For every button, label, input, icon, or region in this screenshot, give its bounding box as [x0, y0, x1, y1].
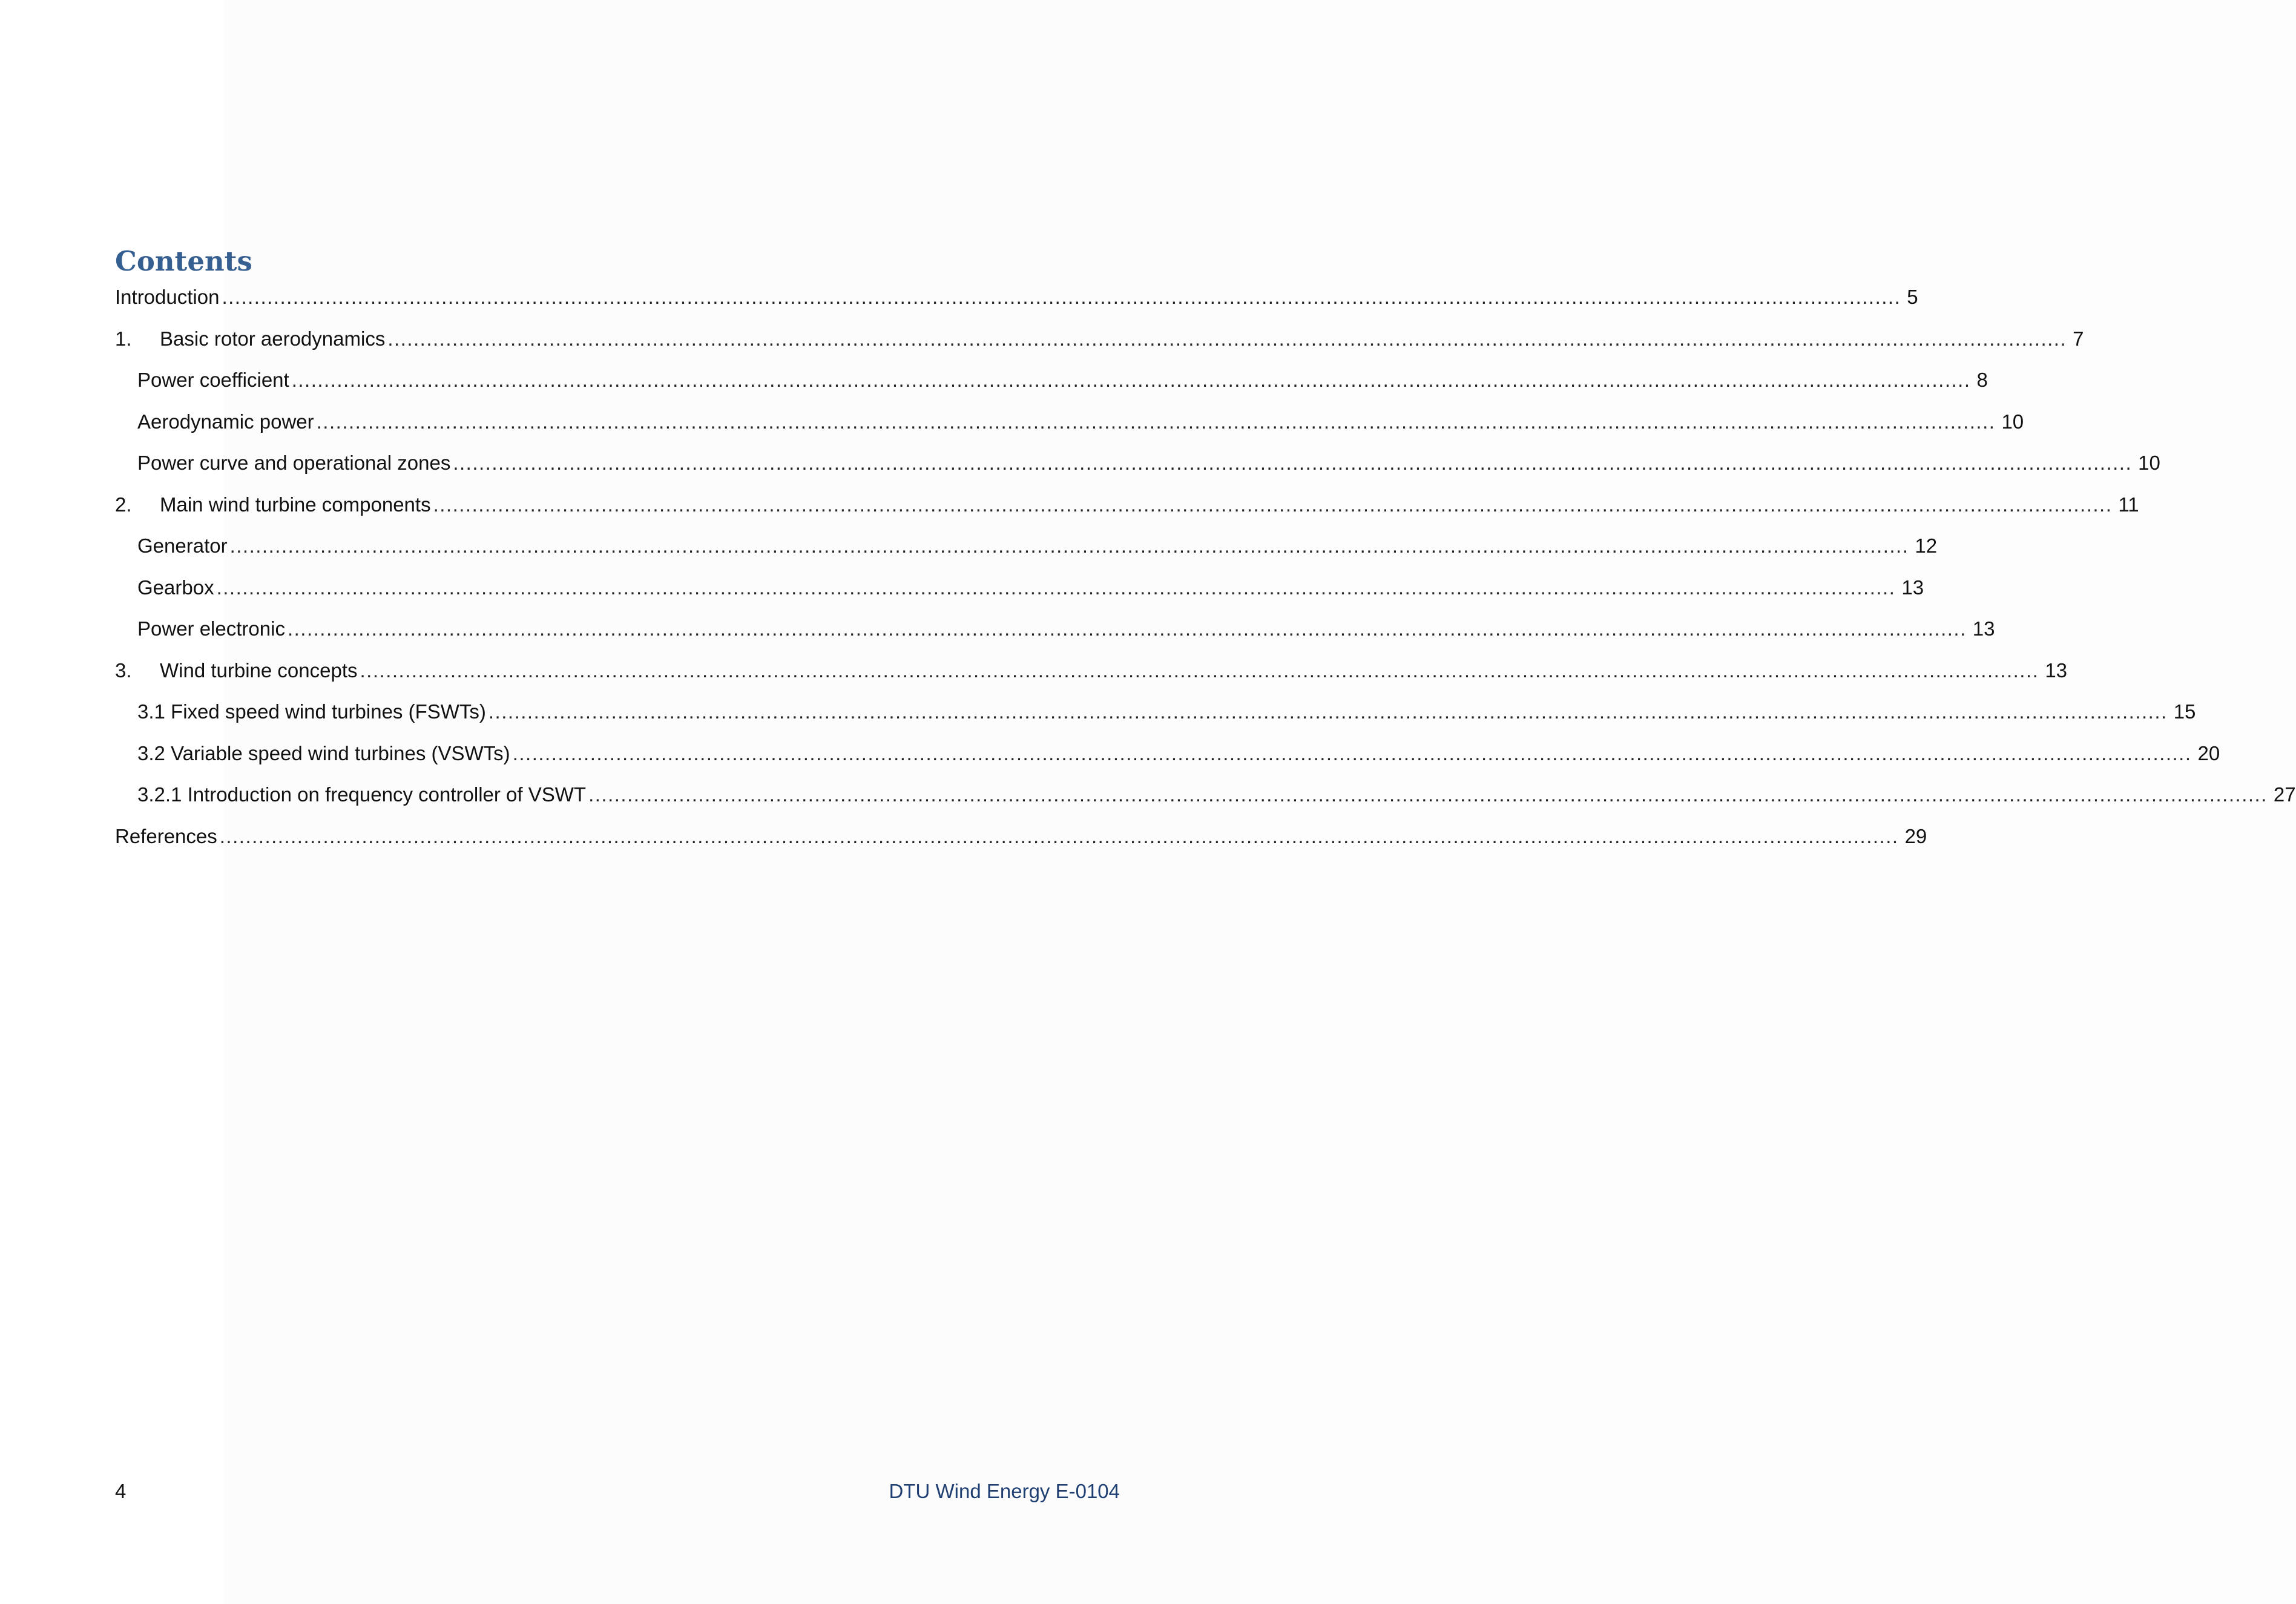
toc-entry-title: Generator: [137, 534, 228, 557]
toc-entry-title: Power curve and operational zones: [137, 452, 451, 474]
toc-entry-number: 1.: [115, 327, 132, 350]
toc-entry-page: 7: [2073, 327, 2084, 350]
toc-dot-leader: ....................................................................................................................................................................................................................................................................: [387, 327, 2067, 350]
toc-dot-leader: ....................................................................................................................................................................................................................................................................: [291, 369, 1971, 391]
toc-entry-power-curve[interactable]: [115, 448, 2160, 490]
toc-entry-title: Wind turbine concepts: [160, 659, 358, 682]
toc-entry-page: 12: [1915, 534, 1938, 557]
toc-entry-page: 11: [2118, 493, 2139, 516]
toc-dot-leader: ....................................................................................................................................................................................................................................................................: [219, 824, 1899, 847]
toc-entry-page: 8: [1976, 369, 1988, 391]
toc-entry-aerodynamic-power[interactable]: [115, 407, 2024, 449]
toc-dot-leader: ....................................................................................................................................................................................................................................................................: [229, 534, 1909, 557]
toc-entry-page: 29: [1904, 824, 1927, 847]
toc-entry-title: Main wind turbine components: [160, 493, 431, 516]
footer-report-id: DTU Wind Energy E-0104: [889, 1480, 1120, 1502]
toc-dot-leader: ....................................................................................................................................................................................................................................................................: [360, 659, 2039, 682]
toc-entry-main-components[interactable]: [115, 490, 2139, 531]
toc-entry-generator[interactable]: [115, 531, 1938, 573]
toc-entry-page: 10: [2001, 410, 2024, 433]
toc-entry-page: 5: [1907, 286, 1918, 308]
toc-entry-title: References: [115, 824, 217, 847]
toc-entry-title: Power coefficient: [137, 369, 289, 391]
toc-entry-power-coefficient[interactable]: [115, 365, 1988, 407]
toc-dot-leader: ....................................................................................................................................................................................................................................................................: [488, 700, 2168, 723]
toc-dot-leader: ....................................................................................................................................................................................................................................................................: [453, 452, 2133, 474]
toc-dot-leader: ....................................................................................................................................................................................................................................................................: [316, 410, 1996, 433]
toc-entry-fixed-speed[interactable]: [115, 697, 2196, 738]
table-of-contents: [115, 282, 2296, 863]
toc-entry-title: Gearbox: [137, 576, 214, 599]
toc-entry-page: 20: [2197, 741, 2220, 764]
toc-entry-page: 13: [1972, 617, 1995, 640]
toc-dot-leader: ....................................................................................................................................................................................................................................................................: [433, 493, 2113, 516]
contents-heading: Contents: [115, 245, 252, 277]
toc-dot-leader: ....................................................................................................................................................................................................................................................................: [216, 576, 1896, 599]
toc-entry-title: 3.1 Fixed speed wind turbines (FSWTs): [137, 700, 486, 723]
toc-entry-title: Basic rotor aerodynamics: [160, 327, 386, 350]
toc-entry-introduction[interactable]: [115, 282, 1918, 324]
toc-entry-page: 13: [1901, 576, 1924, 599]
footer-page-number: 4: [115, 1480, 127, 1502]
toc-entry-frequency-controller[interactable]: [115, 780, 2296, 821]
toc-entry-number: 2.: [115, 493, 132, 516]
toc-entry-title: 3.2.1 Introduction on frequency controller of VSWT: [137, 783, 587, 806]
toc-entry-references[interactable]: [115, 821, 1927, 863]
toc-entry-number: 3.: [115, 659, 132, 682]
toc-dot-leader: ....................................................................................................................................................................................................................................................................: [222, 286, 1901, 308]
toc-entry-page: 10: [2138, 452, 2160, 474]
toc-entry-basic-rotor-aerodynamics[interactable]: [115, 324, 2084, 366]
toc-entry-variable-speed[interactable]: [115, 738, 2220, 780]
toc-entry-wind-turbine-concepts[interactable]: [115, 656, 2068, 697]
toc-entry-title: Introduction: [115, 286, 220, 308]
toc-dot-leader: ....................................................................................................................................................................................................................................................................: [512, 741, 2192, 764]
toc-entry-power-electronic[interactable]: [115, 614, 1995, 656]
toc-entry-gearbox[interactable]: [115, 573, 1924, 614]
toc-entry-title: Power electronic: [137, 617, 285, 640]
toc-entry-title: Aerodynamic power: [137, 410, 314, 433]
toc-dot-leader: ....................................................................................................................................................................................................................................................................: [588, 783, 2268, 806]
toc-entry-page: 27: [2273, 783, 2296, 806]
toc-dot-leader: ....................................................................................................................................................................................................................................................................: [287, 617, 1967, 640]
toc-entry-title: 3.2 Variable speed wind turbines (VSWTs): [137, 741, 510, 764]
toc-entry-page: 15: [2173, 700, 2196, 723]
toc-entry-page: 13: [2045, 659, 2068, 682]
